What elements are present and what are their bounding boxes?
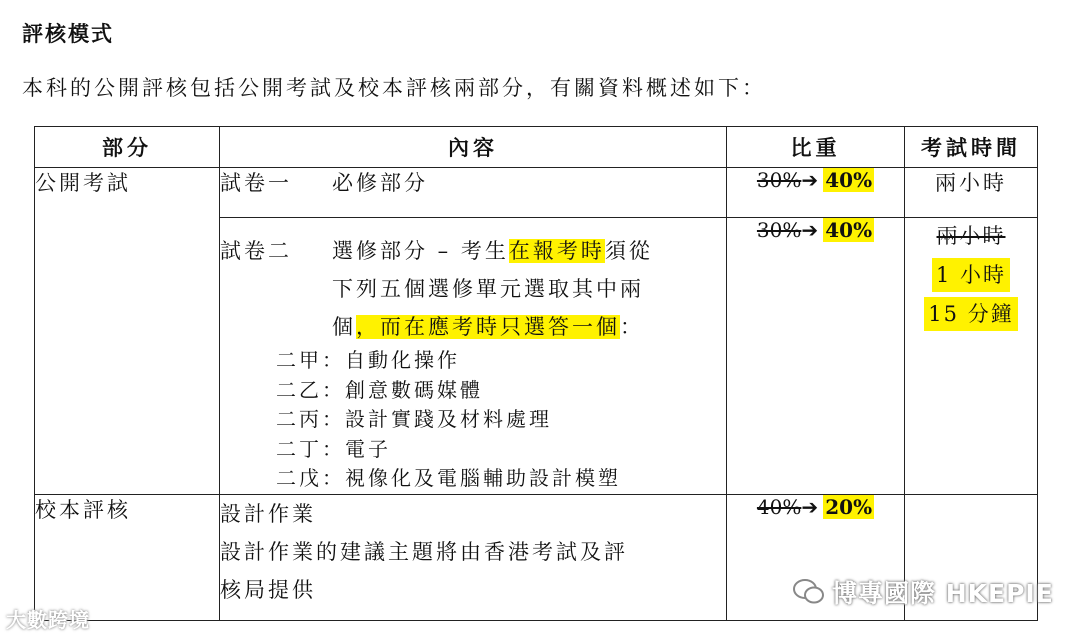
paper1-time: 兩小時 — [905, 168, 1038, 218]
paper2-time-old: 兩小時 — [936, 224, 1006, 248]
paper2-desc-highlight: 在報考時 — [508, 239, 605, 263]
paper2-time — [905, 218, 1038, 495]
paper2-weight-old: 30% — [756, 218, 802, 242]
paper1-weight-old: 30% — [756, 168, 802, 192]
paper2-weight-new: 40% — [825, 218, 873, 242]
sba-line1: 設計作業 — [220, 501, 316, 526]
header-section: 部分 — [35, 127, 220, 168]
sba-weight-old: 40% — [756, 494, 802, 519]
elective-list — [220, 346, 726, 494]
sba-label: 校本評核 — [35, 494, 220, 620]
paper1-label: 試卷一 — [220, 171, 292, 195]
paper2-desc-a: 選修部分 – 考生 — [332, 239, 509, 263]
list-item: 二戊：視像化及電腦輔助設計模塑 — [276, 466, 621, 490]
header-content: 內容 — [220, 127, 727, 168]
paper2-line3-highlight: ，而在應考時只選答一個 — [356, 315, 620, 339]
header-weight: 比重 — [727, 127, 905, 168]
header-exam-time: 考試時間 — [905, 127, 1038, 168]
intro-paragraph: 本科的公開評核包括公開考試及校本評核兩部分，有關資料概述如下： — [22, 76, 766, 100]
watermark-right-text: 博專國際 HKEPIE — [832, 579, 1054, 608]
paper2-time-new-1: 1 小時 — [932, 258, 1010, 292]
watermark-right — [792, 574, 1054, 610]
assessment-table — [34, 126, 1038, 621]
paper1-weight-new: 40% — [825, 168, 873, 192]
arrow-icon: ➔ — [801, 218, 819, 242]
paper2-line2: 下列五個選修單元選取其中兩 — [332, 277, 644, 301]
paper1-content — [220, 168, 727, 218]
paper2-line3-b: ： — [620, 315, 644, 339]
list-item: 二丁：電子 — [276, 436, 391, 461]
sba-line2: 設計作業的建議主題將由香港考試及評 — [220, 539, 628, 564]
watermark-left: 大數跨境 — [6, 608, 90, 632]
section-heading: 評核模式 — [22, 22, 114, 46]
paper1-weight — [727, 168, 905, 218]
wechat-icon — [792, 577, 826, 607]
sba-line3: 核局提供 — [220, 577, 316, 602]
list-item: 二甲：自動化操作 — [276, 348, 460, 372]
table-row — [35, 168, 1038, 218]
paper2-line3 — [220, 308, 726, 346]
paper2-desc-b: 須從 — [604, 239, 653, 263]
list-item: 二丙：設計實踐及材料處理 — [276, 407, 552, 431]
sba-weight-new: 20% — [825, 494, 873, 519]
arrow-icon: ➔ — [801, 168, 819, 192]
paper2-time-new-2: 15 分鐘 — [924, 297, 1017, 331]
table-header-row — [35, 127, 1038, 168]
paper2-weight — [727, 218, 905, 495]
paper2-line3-a: 個 — [332, 315, 356, 339]
list-item: 二乙：創意數碼媒體 — [276, 377, 483, 402]
public-exam-label: 公開考試 — [35, 168, 220, 495]
arrow-icon: ➔ — [801, 494, 819, 519]
paper2-content — [220, 218, 727, 495]
sba-content — [220, 494, 727, 620]
paper1-desc: 必修部分 — [332, 171, 428, 195]
paper2-label: 試卷二 — [220, 239, 292, 263]
